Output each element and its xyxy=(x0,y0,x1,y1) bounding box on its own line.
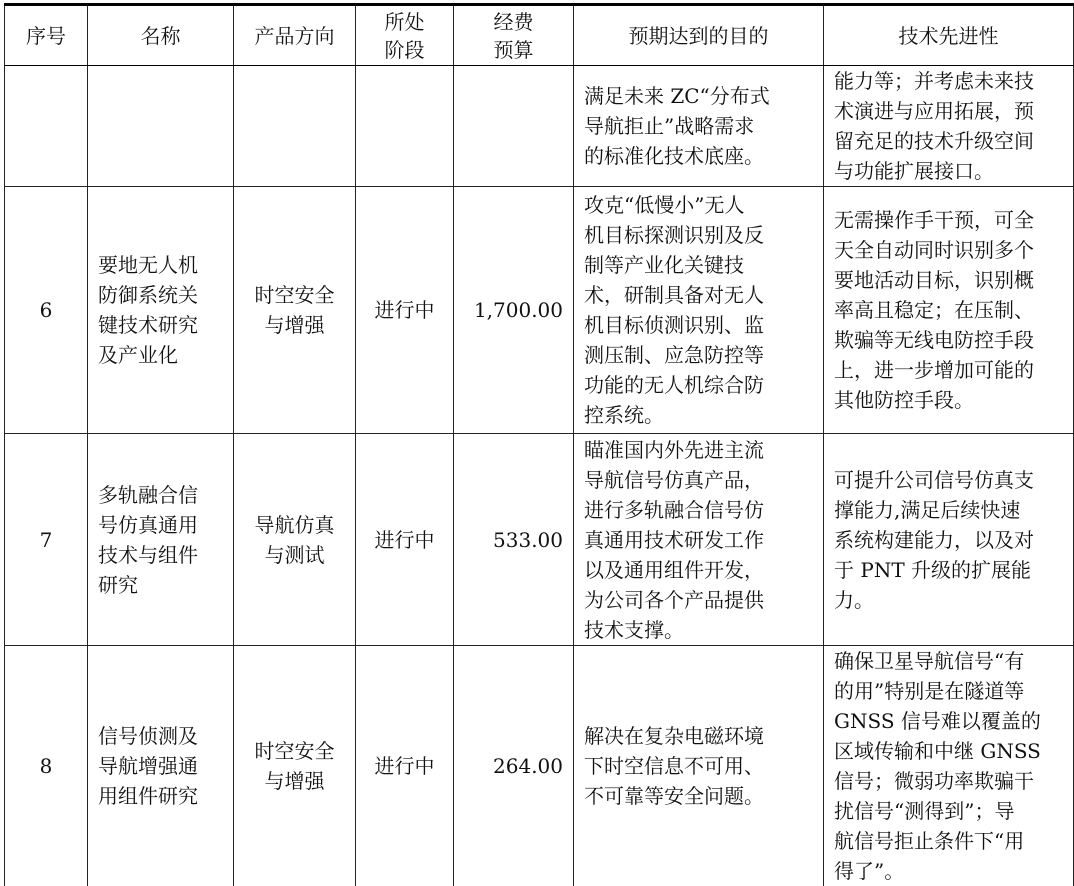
cell-stage: 进行中 xyxy=(356,187,454,434)
cell-direction xyxy=(234,66,356,187)
cell-stage xyxy=(356,66,454,187)
col-header-advance: 技术先进性 xyxy=(824,5,1074,66)
cell-advance: 可提升公司信号仿真支 撑能力,满足后续快速 系统构建能力，以及对 于 PNT 升级的扩展能 力。 xyxy=(824,434,1074,646)
cell-stage: 进行中 xyxy=(356,646,454,886)
cell-budget: 533.00 xyxy=(454,434,574,646)
cell-no: 6 xyxy=(5,187,88,434)
cell-no: 8 xyxy=(5,646,88,886)
cell-budget xyxy=(454,66,574,187)
cell-name xyxy=(88,66,234,187)
cell-name: 多轨融合信 号仿真通用 技术与组件 研究 xyxy=(88,434,234,646)
col-header-direction: 产品方向 xyxy=(234,5,356,66)
cell-goal: 解决在复杂电磁环境 下时空信息不可用、 不可靠等安全问题。 xyxy=(574,646,824,886)
table-row xyxy=(5,434,1074,646)
cell-advance: 能力等；并考虑未来技 术演进与应用拓展，预 留充足的技术升级空间 与功能扩展接口。 xyxy=(824,66,1074,187)
cell-budget: 264.00 xyxy=(454,646,574,886)
cell-stage: 进行中 xyxy=(356,434,454,646)
cell-direction: 时空安全 与增强 xyxy=(234,187,356,434)
cell-no xyxy=(5,66,88,187)
col-header-name: 名称 xyxy=(88,5,234,66)
cell-budget: 1,700.00 xyxy=(454,187,574,434)
col-header-goal: 预期达到的目的 xyxy=(574,5,824,66)
cell-goal: 瞄准国内外先进主流 导航信号仿真产品， 进行多轨融合信号仿 真通用技术研发工作 以及通用组件开发， 为公司各个产品提供 技术支撑。 xyxy=(574,434,824,646)
cell-advance: 确保卫星导航信号“有 的用”特别是在隧道等 GNSS 信号难以覆盖的 区域传输和中继 GNSS 信号；微弱功率欺骗干 扰信号“测得到”；导 航信号拒止条件下“用 得了”。 xyxy=(824,646,1074,886)
table-row xyxy=(5,646,1074,886)
col-header-no: 序号 xyxy=(5,5,88,66)
cell-direction: 时空安全 与增强 xyxy=(234,646,356,886)
cell-name: 要地无人机 防御系统关 键技术研究 及产业化 xyxy=(88,187,234,434)
table-row xyxy=(5,66,1074,187)
col-header-stage: 所处 阶段 xyxy=(356,5,454,66)
cell-goal: 攻克“低慢小”无人 机目标探测识别及反 制等产业化关键技 术，研制具备对无人 机目标侦测识别、监 测压制、应急防控等 功能的无人机综合防 控系统。 xyxy=(574,187,824,434)
cell-no: 7 xyxy=(5,434,88,646)
col-header-budget: 经费 预算 xyxy=(454,5,574,66)
header-row xyxy=(5,5,1074,66)
cell-advance: 无需操作手干预，可全 天全自动同时识别多个 要地活动目标，识别概 率高且稳定；在压制、 欺骗等无线电防控手段 上，进一步增加可能的 其他防控手段。 xyxy=(824,187,1074,434)
research-projects-table xyxy=(4,3,1074,886)
cell-goal: 满足未来 ZC“分布式 导航拒止”战略需求 的标准化技术底座。 xyxy=(574,66,824,187)
table-row xyxy=(5,187,1074,434)
cell-direction: 导航仿真 与测试 xyxy=(234,434,356,646)
cell-name: 信号侦测及 导航增强通 用组件研究 xyxy=(88,646,234,886)
